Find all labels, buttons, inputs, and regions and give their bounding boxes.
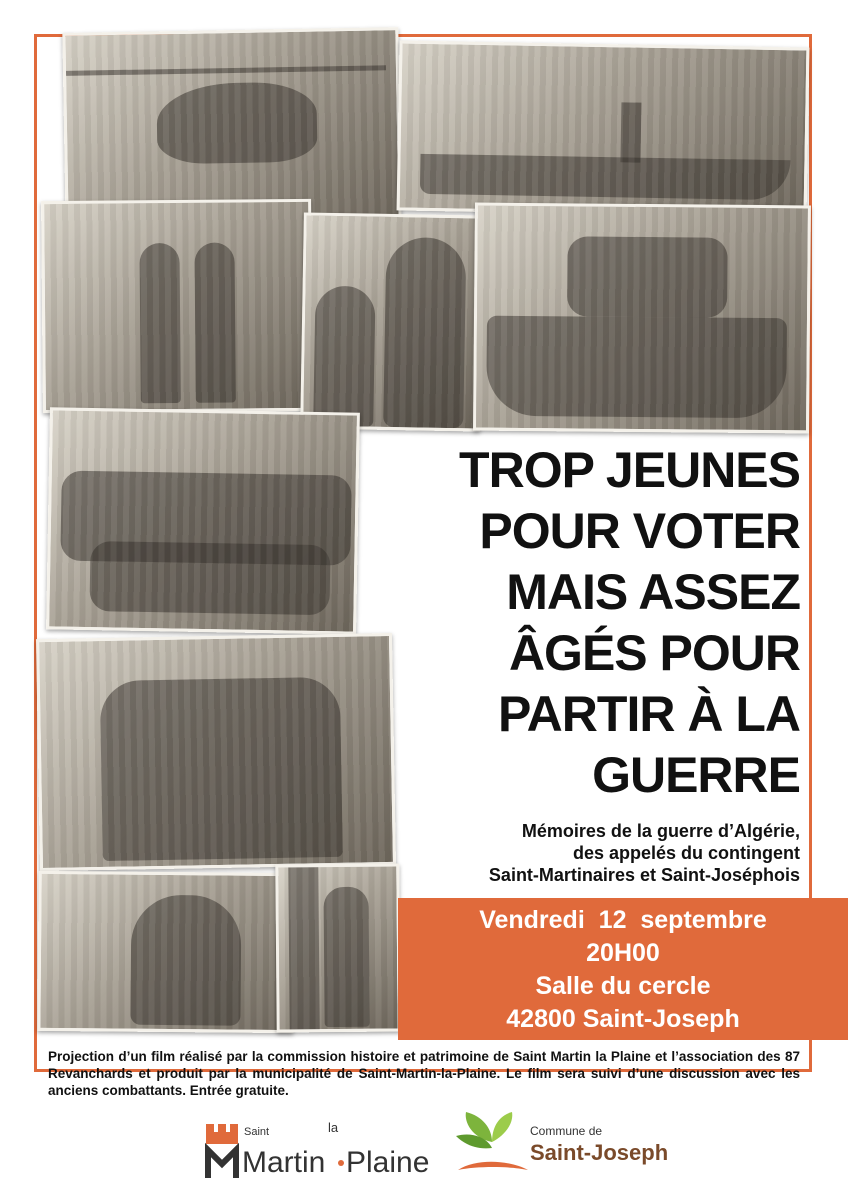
subtitle-line: des appelés du contingent [572, 843, 800, 863]
photo-ship [397, 40, 810, 217]
title-line: TROP JEUNES [459, 442, 800, 498]
poster-subtitle [360, 820, 800, 886]
event-address: 42800 Saint-Joseph [506, 1005, 740, 1033]
subtitle-line: Mémoires de la guerre d’Algérie, [521, 821, 800, 841]
poster-title [330, 440, 800, 806]
leaves-icon [452, 1108, 532, 1184]
title-line: MAIS ASSEZ [506, 564, 800, 620]
saint-martin-la-plaine-logo [200, 1120, 430, 1182]
event-venue: Salle du cercle [535, 972, 711, 1000]
photo-two-men [41, 199, 313, 413]
event-description: Projection d’un film réalisé par la commission histoire et patrimoine de Saint Martin la Plaine et l’association des 87 Revanchards et produit par la municipalité de Saint-Martin-la-Plaine. Le film sera suivi d’une discussion avec les anciens combattants. Entrée gratuite. [48, 1049, 800, 1098]
title-line: PARTIR À LA [498, 686, 800, 742]
title-line: GUERRE [592, 747, 800, 803]
logo-plaine-text: Plaine [346, 1146, 430, 1179]
saint-joseph-logo [452, 1108, 669, 1184]
event-info-box [398, 898, 848, 1040]
logo-commune-text: Commune de [530, 1124, 603, 1138]
logo-dot [338, 1160, 344, 1166]
logo-saint-joseph-text: Saint-Joseph [530, 1140, 669, 1165]
photo-soldier-rocks [37, 871, 294, 1033]
event-date: Vendredi 12 septembre [479, 906, 767, 934]
title-line: ÂGÉS POUR [508, 625, 800, 681]
event-time: 20H00 [586, 939, 660, 967]
photo-soldiers-group [46, 407, 360, 634]
photo-soldier-post [275, 863, 400, 1032]
logo-saint-text: Saint [244, 1126, 270, 1138]
photo-tank [473, 203, 811, 434]
subtitle-line: Saint-Martinaires et Saint-Joséphois [488, 865, 800, 885]
title-line: POUR VOTER [479, 503, 800, 559]
logo-martin-text: Martin [242, 1146, 326, 1179]
photo-child-elder [300, 212, 484, 431]
logo-la-text: la [328, 1120, 339, 1135]
